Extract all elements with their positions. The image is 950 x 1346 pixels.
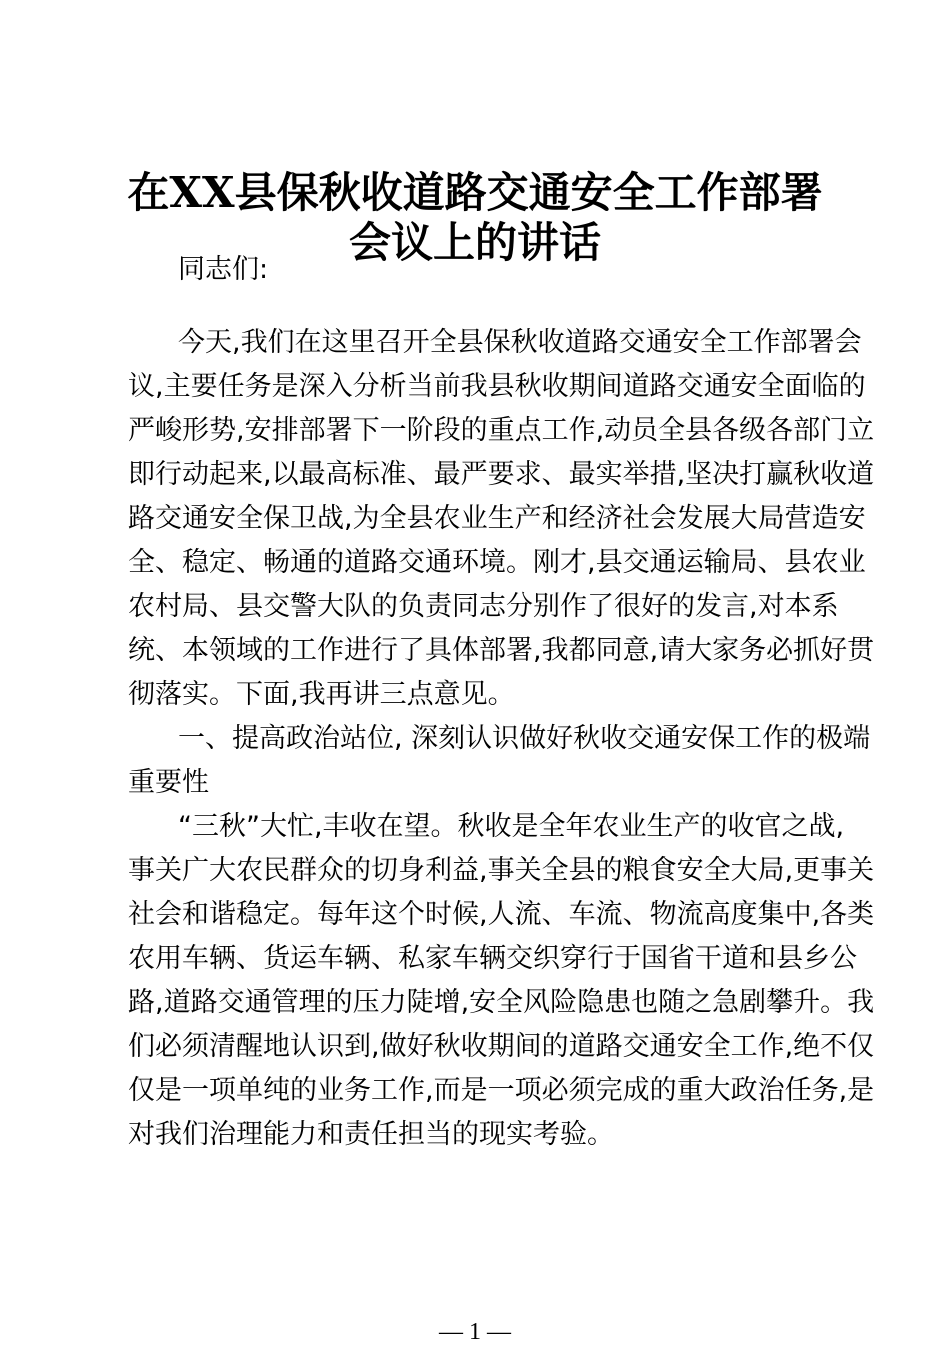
title-line: 在XX县保秋收道路交通安全工作部署 — [127, 168, 823, 217]
text-line: 们必须清醒地认识到,做好秋收期间的道路交通安全工作,绝不仅 — [128, 1031, 875, 1062]
page-number: — 1 — — [439, 1319, 511, 1345]
document-body — [128, 321, 875, 1157]
text-line: 农用车辆、货运车辆、私家车辆交织穿行于国省干道和县乡公 — [128, 943, 857, 974]
text-line: 全、稳定、畅通的道路交通环境。刚才,县交通运输局、县农业 — [128, 547, 866, 578]
text-line: 议,主要任务是深入分析当前我县秋收期间道路交通安全面临的 — [128, 371, 866, 402]
text-line: 严峻形势,安排部署下一阶段的重点工作,动员全县各级各部门立 — [128, 415, 875, 446]
text-line: 重要性 — [128, 767, 209, 798]
text-line: 农村局、县交警大队的负责同志分别作了很好的发言,对本系 — [128, 591, 839, 622]
text-line: 一、提高政治站位, 深刻认识做好秋收交通安保工作的极端 — [178, 723, 871, 754]
salutation-block — [128, 248, 832, 292]
paragraph — [128, 805, 875, 1157]
section-heading — [128, 717, 871, 805]
salutation: 同志们: — [178, 254, 269, 285]
text-line: 路交通安全保卫战,为全县农业生产和经济社会发展大局营造安 — [128, 503, 866, 534]
text-line: 统、本领域的工作进行了具体部署,我都同意,请大家务必抓好贯 — [128, 635, 875, 666]
title-line: 会议上的讲话 — [348, 218, 601, 267]
text-line: 路,道路交通管理的压力陡增,安全风险隐患也随之急剧攀升。我 — [128, 987, 875, 1018]
text-line: 今天,我们在这里召开全县保秋收道路交通安全工作部署会 — [178, 327, 862, 358]
text-line: 社会和谐稳定。每年这个时候,人流、车流、物流高度集中,各类 — [128, 899, 875, 930]
text-line: 对我们治理能力和责任担当的现实考验。 — [128, 1119, 614, 1150]
text-line: 事关广大农民群众的切身利益,事关全县的粮食安全大局,更事关 — [128, 855, 875, 886]
text-line: 即行动起来,以最高标准、最严要求、最实举措,坚决打赢秋收道 — [128, 459, 875, 490]
paragraph — [128, 321, 875, 717]
text-line: 仅是一项单纯的业务工作,而是一项必须完成的重大政治任务,是 — [128, 1075, 875, 1106]
text-line: 彻落实。下面,我再讲三点意见。 — [128, 679, 515, 710]
text-line: “三秋”大忙,丰收在望。秋收是全年农业生产的收官之战, — [178, 811, 845, 842]
